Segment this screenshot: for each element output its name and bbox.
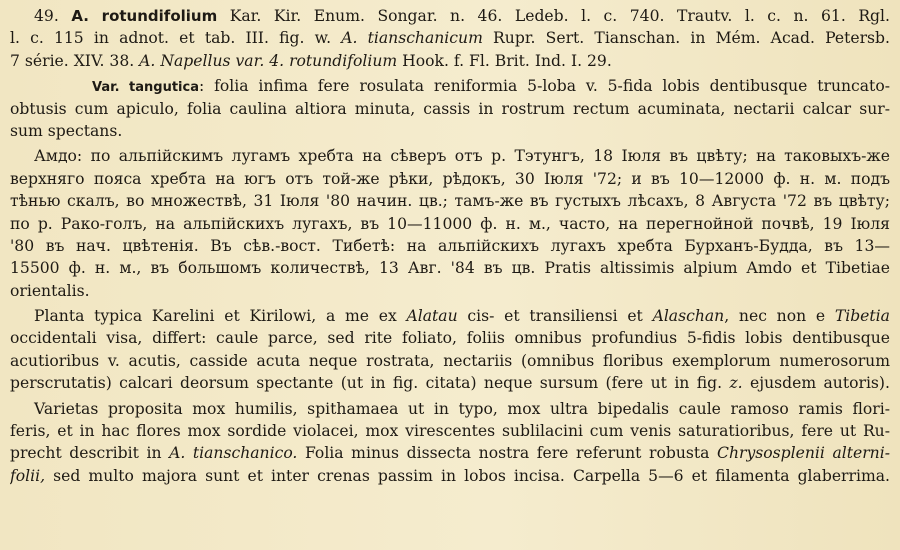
synonym-napellus: A. Napellus var. 4. rotundifolium xyxy=(139,51,398,70)
entry-line-1 xyxy=(10,5,890,27)
species-name: A. rotundifolium xyxy=(71,7,218,25)
locality-line: orientalis. xyxy=(10,281,90,300)
entry-line-2: l. c. 115 in adnot. et tab. III. fig. w. A. tianschanicum Rupr. Sert. Tianschan. in Mém. Acad. Petersb. xyxy=(10,29,890,48)
variety-description xyxy=(10,75,890,142)
variety-line-1: Var. tangutica: folia infima fere rosulata reniformia 5-loba v. 5-fida lobis dentibusque truncato- xyxy=(92,77,890,96)
variety-label: Var. tangutica xyxy=(92,80,199,96)
discussion2-line-4: folii, sed multo majora sunt et inter crenas passim in lobos incisa. Carpella 5—6 et filamenta glaberrima. xyxy=(10,466,890,485)
locality-paragraph xyxy=(10,145,890,302)
synonym-tianschanicum: A. tianschanicum xyxy=(341,29,483,48)
locality-line: тѣнью скалъ, во множествѣ, 31 Іюля '80 начин. цв.; тамъ-же въ густыхъ лѣсахъ, 8 Августа '72 въ цвѣту; xyxy=(10,192,890,211)
species-entry xyxy=(10,5,890,72)
locality-line: верхняго пояса хребта на югъ отъ той-же рѣки, рѣдокъ, 30 Іюля '72; и въ 10—12000 ф. н. м. подъ xyxy=(10,169,890,188)
discussion-paragraph-2 xyxy=(10,398,890,488)
discussion1-line-2: occidentali visa, differt: caule parce, sed rite foliato, foliis omnibus profundius 5-fidis lobis dentibusque xyxy=(10,329,890,348)
entry-citation-1: Kar. Kir. Enum. Songar. n. 46. Ledeb. l. c. 740. Trautv. l. c. n. 61. Rgl. xyxy=(229,7,890,25)
entry-line-3: 7 série. XIV. 38. A. Napellus var. 4. rotundifolium Hook. f. Fl. Brit. Ind. I. 29. xyxy=(10,51,612,70)
discussion2-line-3: precht describit in A. tianschanico. Folia minus dissecta nostra fere referunt robusta Chrysosplenii alterni- xyxy=(10,444,890,463)
discussion2-line-2: feris, et in hac flores mox sordide violacei, mox virescentes sublilacini cum venis saturatioribus, fere ut Ru- xyxy=(10,422,890,441)
discussion2-line-1: Varietas proposita mox humilis, spithamaea ut in typo, mox ultra bipedalis caule ramoso ramis flori- xyxy=(34,399,890,418)
locality-line: '80 въ нач. цвѣтенія. Въ сѣв.-вост. Тибетѣ: на альпійскихъ лугахъ хребта Бурханъ-Будда, въ 13— xyxy=(10,236,890,255)
discussion1-line-1: Planta typica Karelini et Kirilowi, a me ex Alatau cis- et transiliensi et Alaschan, nec non e Tibetia xyxy=(34,307,890,326)
discussion-paragraph-1 xyxy=(10,305,890,395)
variety-line-2: obtusis cum apiculo, folia caulina altiora minuta, cassis in rostrum rectum acuminata, nectarii calcar sur- xyxy=(10,99,890,118)
discussion1-line-4: perscrutatis) calcari deorsum spectante (ut in fig. citata) neque sursum (fere ut in fig. z. ejusdem autoris). xyxy=(10,374,890,393)
discussion1-line-3: acutioribus v. acutis, casside acuta neque rostrata, nectariis (omnibus floribus exemplorum numerosorum xyxy=(10,351,890,370)
locality-line: Амдо: по альпійскимъ лугамъ хребта на сѣверъ отъ р. Тэтунгъ, 18 Іюля въ цвѣту; на таковыхъ-же xyxy=(34,147,890,166)
locality-line: 15500 ф. н. м., въ большомъ количествѣ, 13 Авг. '84 въ цв. Pratis altissimis alpium Amdo et Tibetiae xyxy=(10,259,890,278)
entry-number: 49. xyxy=(34,7,59,25)
locality-line: по р. Рако-голъ, на альпійскихъ лугахъ, въ 10—11000 ф. н. м., часто, на перегнойной почвѣ, 19 Іюля xyxy=(10,214,890,233)
variety-line-3: sum spectans. xyxy=(10,121,123,140)
